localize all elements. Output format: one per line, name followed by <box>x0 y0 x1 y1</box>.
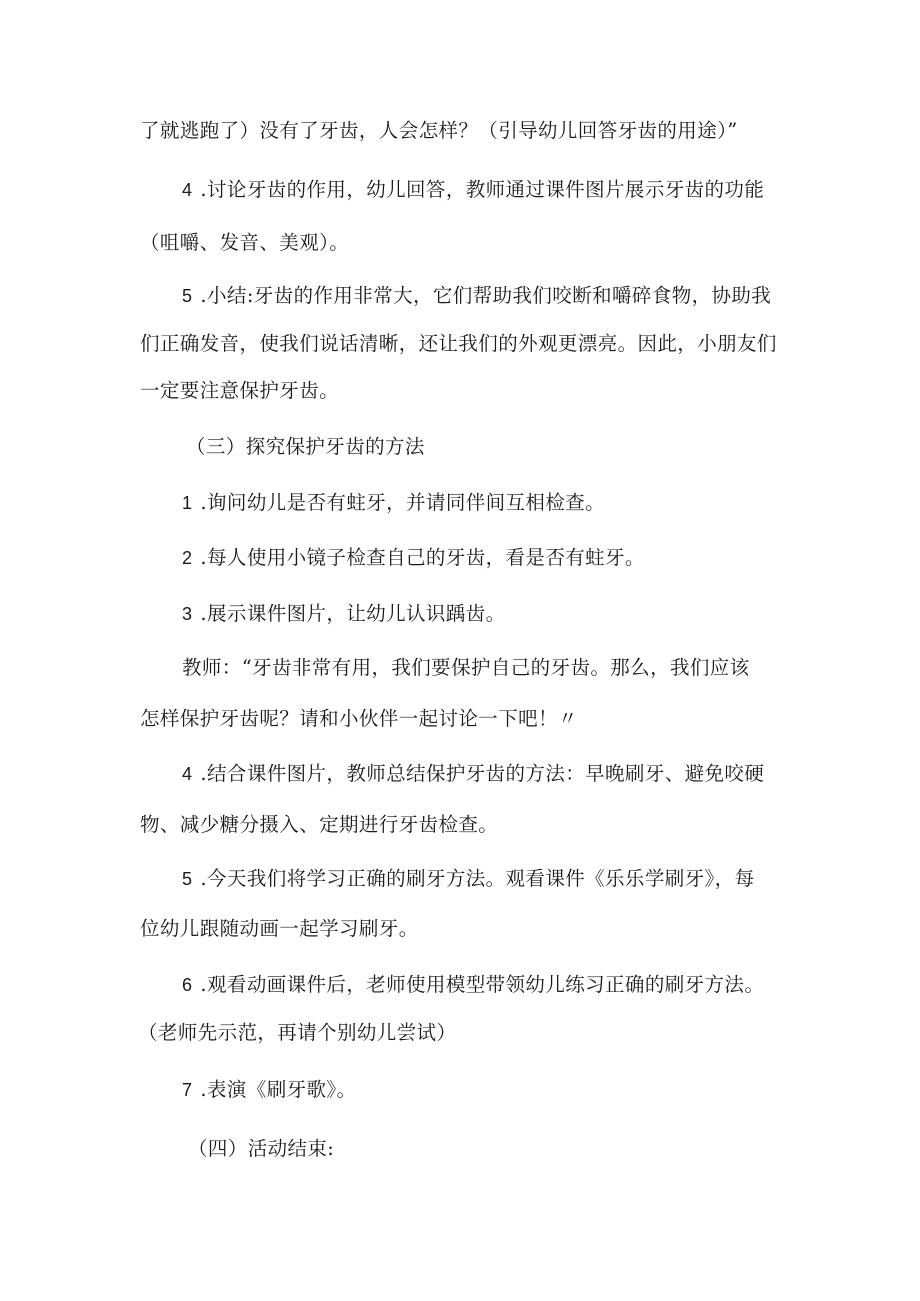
line-text: 教师：“牙齿非常有用，我们要保护自己的牙齿。那么，我们应该 <box>182 656 750 679</box>
list-item-line <box>182 972 764 998</box>
list-number: 5 <box>182 869 193 889</box>
line-text: .询问幼儿是否有蛀牙，并请同伴间互相检查。 <box>200 491 606 514</box>
list-number: 4 <box>182 764 193 784</box>
list-item-line <box>182 545 645 571</box>
list-item-line <box>182 761 764 787</box>
paragraph-line <box>140 706 578 732</box>
section-heading <box>188 1136 334 1162</box>
line-text: 位幼儿跟随动画一起学习刷牙。 <box>140 917 419 940</box>
paragraph-line <box>182 655 750 681</box>
line-text: .讨论牙齿的作用，幼儿回答，教师通过课件图片展示牙齿的功能 <box>200 178 765 201</box>
list-item-line <box>182 1077 356 1103</box>
paragraph-line <box>140 916 419 942</box>
line-text: .观看动画课件后，老师使用模型带领幼儿练习正确的刷牙方法。 <box>200 973 765 996</box>
line-text: .今天我们将学习正确的刷牙方法。观看课件《乐乐学刷牙》，每 <box>200 867 755 890</box>
list-number: 2 <box>182 548 193 568</box>
line-text: （老师先示范，再请个别幼儿尝试） <box>138 1021 457 1044</box>
list-number: 1 <box>182 493 193 513</box>
list-number: 5 <box>182 286 193 306</box>
line-text: .小结:牙齿的作用非常大，它们帮助我们咬断和嚼碎食物，协助我 <box>200 284 772 307</box>
line-text: （三）探究保护牙齿的方法 <box>186 435 425 458</box>
line-text: .表演《刷牙歌》。 <box>200 1078 357 1101</box>
list-item-line <box>182 283 771 309</box>
line-text: （咀嚼、发音、美观）。 <box>140 231 350 254</box>
section-heading <box>186 434 425 460</box>
line-text: .每人使用小镜子检查自己的牙齿，看是否有蛀牙。 <box>200 546 645 569</box>
list-item-line <box>182 490 605 516</box>
line-text: 们正确发音，使我们说话清晰，还让我们的外观更漂亮。因此，小朋友们 <box>140 332 777 355</box>
paragraph-line <box>138 1020 456 1046</box>
list-number: 7 <box>182 1080 193 1100</box>
line-text: 了就逃跑了）没有了牙齿，人会怎样？（引导幼儿回答牙齿的用途）” <box>140 119 738 142</box>
line-text: 一定要注意保护牙齿。 <box>140 379 340 402</box>
line-text: .结合课件图片，教师总结保护牙齿的方法：早晚刷牙、避免咬硬 <box>200 762 765 785</box>
paragraph-line <box>140 812 498 838</box>
paragraph-line <box>140 118 738 144</box>
list-item-line <box>182 866 754 892</box>
list-number: 6 <box>182 975 193 995</box>
paragraph-line <box>140 378 339 404</box>
line-text: 怎样保护牙齿呢？请和小伙伴一起讨论一下吧！〃 <box>140 707 578 730</box>
list-item-line <box>182 177 764 203</box>
paragraph-line <box>140 230 349 256</box>
list-number: 4 <box>182 180 193 200</box>
paragraph-line <box>140 331 777 357</box>
line-text: （四）活动结束: <box>188 1137 335 1160</box>
line-text: 物、减少糖分摄入、定期进行牙齿检查。 <box>140 813 499 836</box>
list-number: 3 <box>182 604 193 624</box>
list-item-line <box>182 601 506 627</box>
line-text: .展示课件图片，让幼儿认识踽齿。 <box>200 602 506 625</box>
